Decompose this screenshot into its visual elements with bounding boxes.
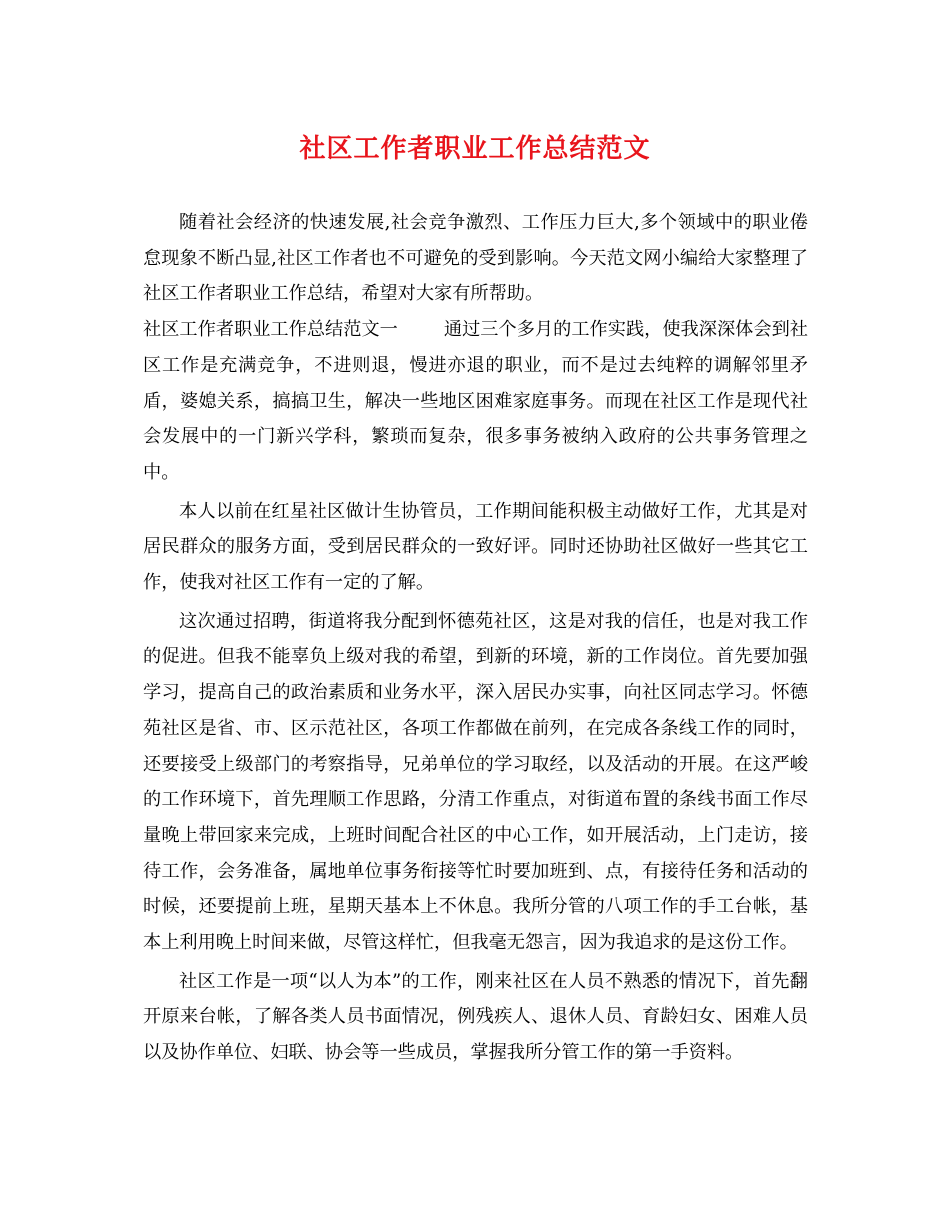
body-paragraph-3: 社区工作是一项“以人为本”的工作，刚来社区在人员不熟悉的情况下，首先翻开原来台帐，了解各类人员书面情况，例残疾人、退休人员、育龄妇女、困难人员以及协作单位、妇联、协会等一些成员，掌握我所分管工作的第一手资料。	[143, 970, 808, 1064]
section-first-paragraph: 通过三个多月的工作实践，使我深深体会到社区工作是充满竞争，不进则退，慢进亦退的职业，而不是过去纯粹的调解邻里矛盾，婆媳关系，搞搞卫生，解决一些地区困难家庭事务。而现在社区工作是现代社会发展中的一门新兴学科，繁琐而复杂，很多事务被纳入政府的公共事务管理之中。	[143, 319, 808, 483]
body-paragraph-1: 本人以前在红星社区做计生协管员，工作期间能积极主动做好工作，尤其是对居民群众的服务方面，受到居民群众的一致好评。同时还协助社区做好一些其它工作，使我对社区工作有一定的了解。	[143, 500, 808, 594]
intro-paragraph: 随着社会经济的快速发展,社会竞争激烈、工作压力巨大,多个领域中的职业倦怠现象不断凸显,社区工作者也不可避免的受到影响。今天范文网小编给大家整理了社区工作者职业工作总结，希望对大家有所帮助。	[143, 212, 808, 305]
section-block	[143, 312, 808, 491]
body-paragraph-2: 这次通过招聘，街道将我分配到怀德苑社区，这是对我的信任，也是对我工作的促进。但我不能辜负上级对我的希望，到新的环境，新的工作岗位。首先要加强学习，提高自己的政治素质和业务水平，深入居民办实事，向社区同志学习。怀德苑社区是省、市、区示范社区，各项工作都做在前列，在完成各条线工作的同时，还要接受上级部门的考察指导，兄弟单位的学习取经，以及活动的开展。在这严峻的工作环境下，首先理顺工作思路，分清工作重点，对街道布置的条线书面工作尽量晚上带回家来完成，上班时间配合社区的中心工作，如开展活动，上门走访，接待工作，会务准备，属地单位事务衔接等忙时要加班到、点，有接待任务和活动的时候，还要提前上班，星期天基本上不休息。我所分管的八项工作的手工台帐，基本上利用晚上时间来做，尽管这样忙，但我毫无怨言，因为我追求的是这份工作。	[143, 610, 808, 954]
section-heading: 社区工作者职业工作总结范文一	[143, 319, 398, 341]
document-body	[143, 205, 808, 1071]
document-title: 社区工作者职业工作总结范文	[299, 134, 651, 164]
